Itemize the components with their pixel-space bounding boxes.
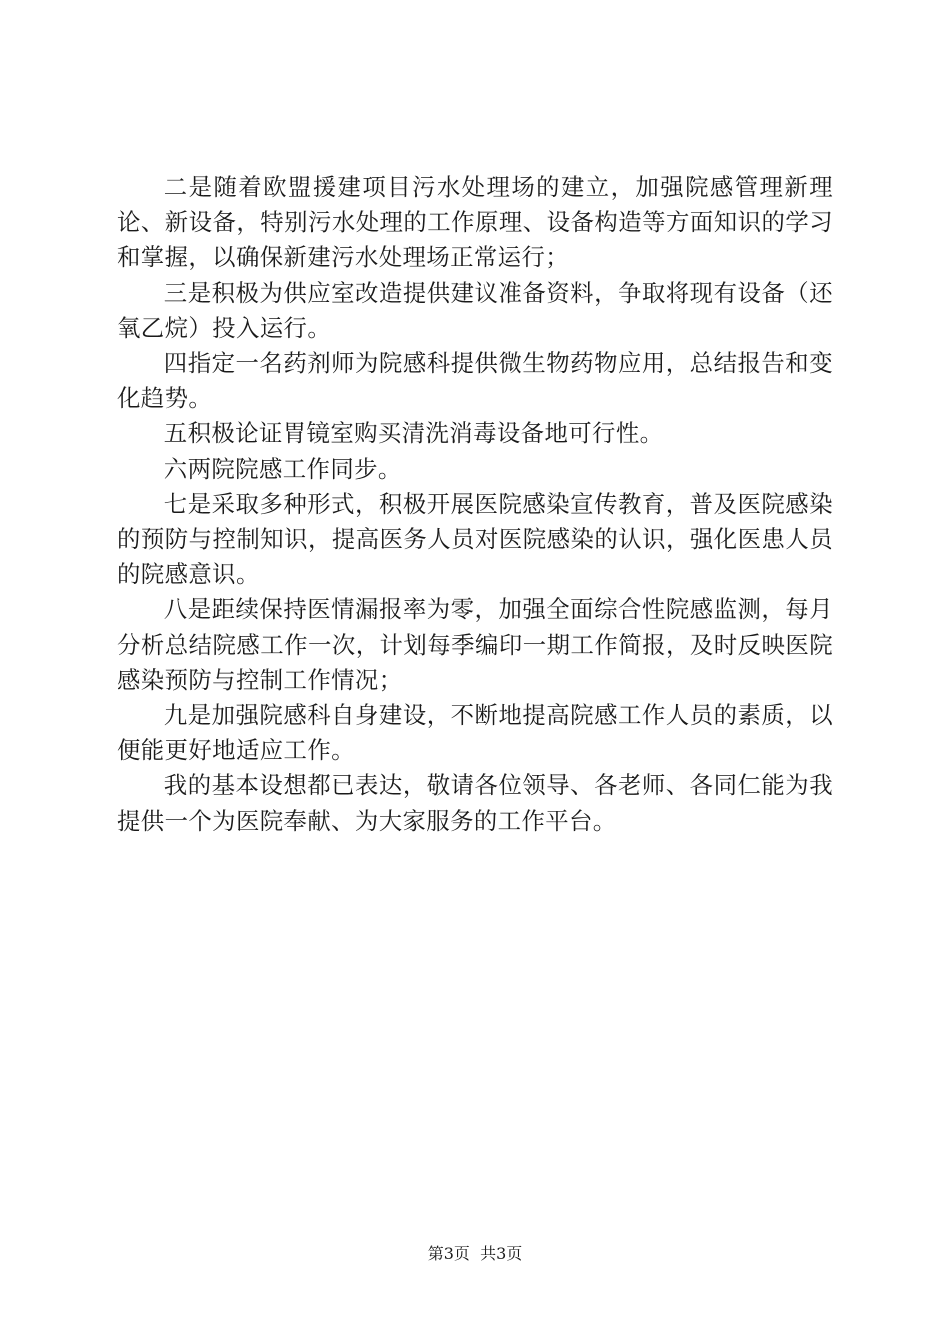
paragraph-4: 五积极论证胃镜室购买清洗消毒设备地可行性。 [163, 419, 664, 448]
page-number-footer: 第3页 共3页 [427, 1244, 523, 1263]
paragraph-9: 我的基本设想都已表达，敬请各位领导、各老师、各同仁能为我提供一个为医院奉献、为大家服务的工作平台。 [117, 771, 833, 835]
paragraph-6: 七是采取多种形式，积极开展医院感染宣传教育，普及医院感染的预防与控制知识，提高医务人员对医院感染的认识，强化医患人员的院感意识。 [117, 489, 833, 589]
paragraph-1: 二是随着欧盟援建项目污水处理场的建立，加强院感管理新理论、新设备，特别污水处理的工作原理、设备构造等方面知识的学习和掌握，以确保新建污水处理场正常运行； [117, 173, 833, 272]
paragraph-2: 三是积极为供应室改造提供建议准备资料，争取将现有设备（还氧乙烷）投入运行。 [117, 278, 833, 342]
paragraph-3: 四指定一名药剂师为院感科提供微生物药物应用，总结报告和变化趋势。 [117, 349, 833, 413]
paragraph-8: 九是加强院感科自身建设，不断地提高院感工作人员的素质，以便能更好地适应工作。 [117, 701, 833, 765]
paragraph-5: 六两院院感工作同步。 [163, 454, 402, 483]
document-body [117, 170, 833, 839]
paragraph-7: 八是距续保持医情漏报率为零，加强全面综合性院感监测，每月分析总结院感工作一次，计划每季编印一期工作简报，及时反映医院感染预防与控制工作情况； [117, 595, 833, 694]
